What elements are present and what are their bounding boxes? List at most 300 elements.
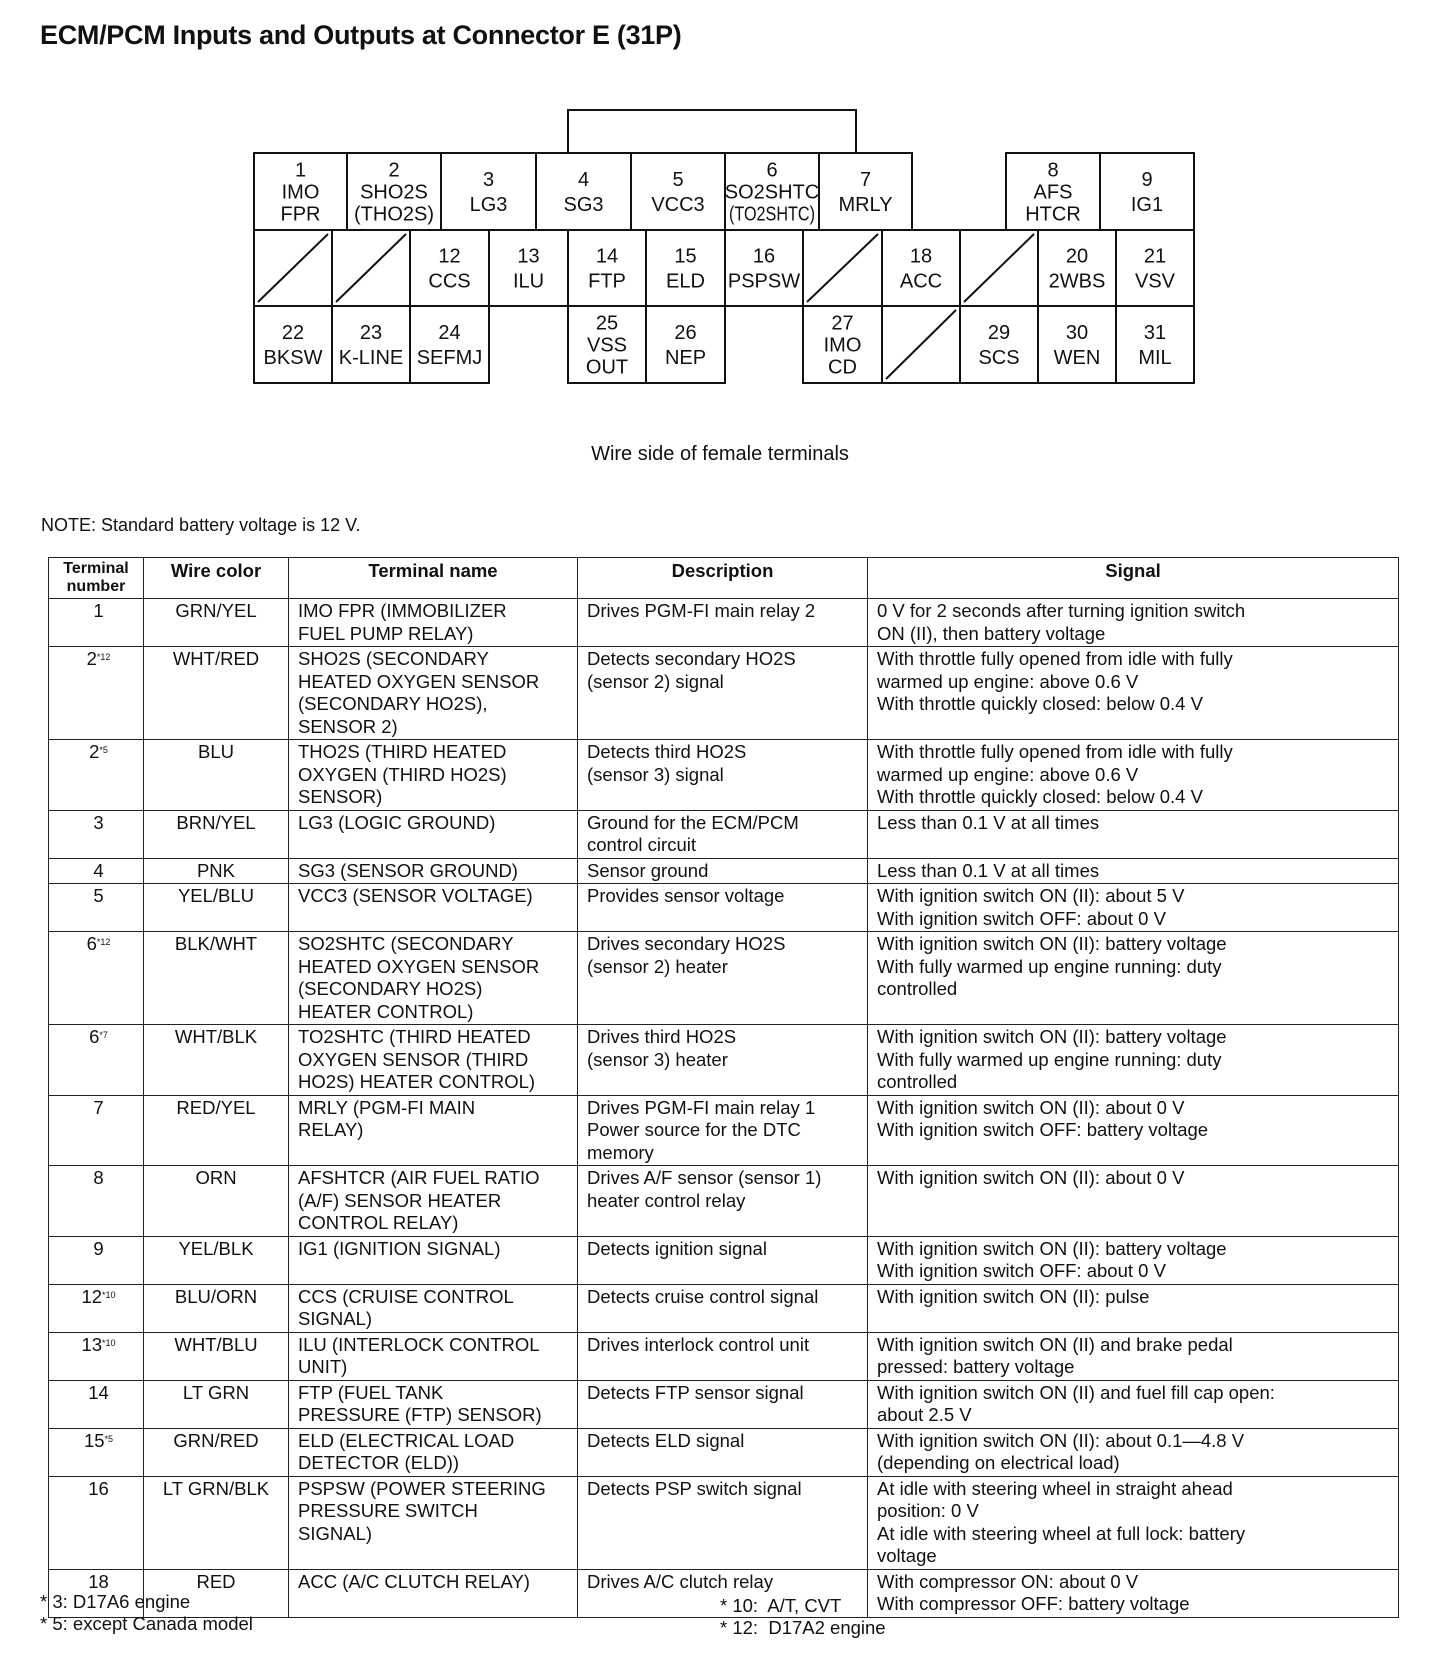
signal-line: With fully warmed up engine running: duty: [877, 1048, 1222, 1070]
connector-cell-label: VSS: [586, 334, 628, 357]
connector-cell-14: [568, 230, 646, 306]
terminal-name-line: OXYGEN (THIRD HO2S): [298, 763, 507, 785]
table-row: [49, 858, 1399, 884]
footnote-ref: *10: [102, 1337, 116, 1348]
wire-color: WHT/BLK: [144, 1025, 289, 1096]
terminal-name: [289, 647, 578, 740]
connector-cell-number: 25: [595, 312, 619, 335]
signal: [868, 932, 1399, 1025]
terminal-name: [289, 1428, 578, 1476]
connector-cell-26: [646, 306, 725, 383]
terminal-name-line: SHO2S (SECONDARY: [298, 648, 489, 669]
description-line: Drives interlock control unit: [587, 1333, 810, 1355]
terminal-name-line: DETECTOR (ELD)): [298, 1452, 460, 1473]
header-terminal-number: Terminal number: [49, 558, 144, 599]
terminal-name-line: (SECONDARY HO2S): [298, 978, 483, 999]
signal: [868, 1095, 1399, 1166]
table-row: [49, 810, 1399, 858]
connector-cell-number: 13: [517, 245, 540, 268]
connector-cell-label: AFS: [1033, 181, 1073, 204]
wire-color: RED: [144, 1569, 289, 1617]
signal-line: At idle with steering wheel at full lock: battery: [877, 1522, 1246, 1544]
description-line: Drives A/F sensor (sensor 1): [587, 1167, 822, 1188]
signal: [868, 1025, 1399, 1096]
connector-cell-label: SEFMJ: [416, 347, 483, 369]
description: [578, 740, 868, 811]
connector-cell-label: LG3: [469, 194, 508, 216]
description-line: Drives A/C clutch relay: [587, 1570, 774, 1592]
terminal-name: [289, 932, 578, 1025]
table-row: [49, 740, 1399, 811]
footnotes-left: [40, 1591, 253, 1635]
connector-cell-13: [489, 230, 568, 306]
footnote-ref: *10: [102, 1289, 116, 1300]
signal-line: Less than 0.1 V at all times: [877, 811, 1100, 833]
connector-cell-number: 31: [1143, 322, 1167, 344]
signal-line: With ignition switch OFF: about 0 V: [877, 907, 1166, 929]
signal-line: With ignition switch ON (II): about 5 V: [877, 885, 1185, 906]
terminal-table: [48, 557, 1399, 1618]
terminal-name: [289, 1380, 578, 1428]
connector-cell-label: CCS: [428, 270, 471, 293]
connector-cell-label: VCC3: [651, 194, 705, 216]
connector-cell-label: FTP: [588, 270, 626, 293]
wire-color: GRN/YEL: [144, 599, 289, 647]
terminal-name-line: IG1 (IGNITION SIGNAL): [298, 1237, 501, 1259]
connector-cell-29: [960, 306, 1038, 383]
connector-cell-16: [725, 230, 803, 306]
terminal-number: 15$^{*5}$: [49, 1428, 144, 1476]
terminal-name-line: RELAY): [298, 1119, 364, 1140]
signal-line: With throttle fully opened from idle with fully: [877, 741, 1233, 762]
description-line: Detects ignition signal: [587, 1237, 767, 1259]
connector-cell-number: 14: [595, 245, 619, 268]
signal: [868, 1569, 1399, 1617]
wire-color: YEL/BLK: [144, 1236, 289, 1284]
connector-cell-23: [332, 306, 410, 383]
terminal-number: 13$^{*10}$: [49, 1332, 144, 1380]
note-text: NOTE: Standard battery voltage is 12 V.: [41, 515, 361, 535]
signal-line: controlled: [877, 1071, 958, 1092]
terminal-name: [289, 1569, 578, 1617]
connector-cell-number: 26: [674, 322, 697, 344]
page-title: ECM/PCM Inputs and Outputs at Connector E (31P): [40, 20, 682, 50]
description-line: Detects third HO2S: [587, 741, 747, 762]
terminal-name-line: SO2SHTC (SECONDARY: [298, 933, 514, 954]
connector-cell-24: [410, 306, 489, 383]
description-line: Sensor ground: [587, 859, 709, 881]
signal-line: warmed up engine: above 0.6 V: [877, 670, 1139, 692]
connector-cell-number: 18: [909, 245, 933, 268]
connector-blank-slash: [336, 234, 406, 302]
connector-cell-21: [1116, 230, 1194, 306]
terminal-name-line: HEATER CONTROL): [298, 1000, 474, 1022]
signal-line: ON (II), then battery voltage: [877, 622, 1106, 644]
footnotes-right: [720, 1595, 886, 1639]
terminal-name: [289, 1236, 578, 1284]
connector-cell-label: VSV: [1134, 270, 1176, 293]
description-line: Drives PGM-FI main relay 1: [587, 1096, 816, 1118]
terminal-name: [289, 810, 578, 858]
terminal-name: [289, 1025, 578, 1096]
signal: [868, 1380, 1399, 1428]
connector-cell-number: 1: [294, 159, 307, 182]
signal-line: With throttle fully opened from idle with fully: [877, 648, 1233, 669]
connector-cell-label: MIL: [1138, 347, 1172, 369]
connector-cell-number: 8: [1047, 159, 1059, 182]
terminal-number: 18: [49, 1569, 144, 1617]
connector-cell-4: [536, 153, 631, 230]
terminal-number: 1: [49, 599, 144, 647]
terminal-name-line: ACC (A/C CLUTCH RELAY): [298, 1570, 530, 1592]
description-line: memory: [587, 1141, 654, 1163]
connector-cell-label: SCS: [978, 347, 1020, 369]
connector-cell-number: 20: [1065, 245, 1089, 268]
connector-cell-5: [631, 153, 725, 230]
connector-cell-label: OUT: [585, 356, 629, 379]
connector-blank-slash: [807, 234, 878, 302]
terminal-name-line: FTP (FUEL TANK: [298, 1381, 444, 1403]
header-description: Description: [578, 558, 868, 599]
terminal-name-line: SG3 (SENSOR GROUND): [298, 859, 518, 881]
terminal-number: 16: [49, 1476, 144, 1569]
terminal-name-line: TO2SHTC (THIRD HEATED: [298, 1026, 531, 1047]
terminal-name-line: PSPSW (POWER STEERING: [298, 1477, 546, 1499]
connector-cell-number: 6: [766, 159, 778, 182]
connector-cell-label: CD: [828, 356, 857, 379]
connector-cell-number: 12: [438, 245, 461, 268]
signal-line: With ignition switch ON (II): about 0 V: [877, 1096, 1185, 1118]
connector-cell-20: [1038, 230, 1116, 306]
terminal-number: 12$^{*10}$: [49, 1284, 144, 1332]
terminal-name-line: SENSOR): [298, 786, 383, 807]
connector-cell-number: 29: [987, 322, 1011, 344]
connector-blank-slash: [964, 234, 1034, 302]
terminal-name: [289, 740, 578, 811]
signal: [868, 1166, 1399, 1237]
terminal-name: [289, 1332, 578, 1380]
footnote: * 3: D17A6 engine: [40, 1591, 191, 1612]
terminal-name-line: SIGNAL): [298, 1308, 373, 1329]
signal-line: With ignition switch ON (II) and brake pedal: [877, 1333, 1233, 1355]
connector-cell-label: IG1: [1130, 194, 1164, 216]
header-signal: Signal: [868, 558, 1399, 599]
terminal-name-line: VCC3 (SENSOR VOLTAGE): [298, 885, 533, 906]
wire-color: YEL/BLU: [144, 884, 289, 932]
terminal-name-line: UNIT): [298, 1356, 348, 1377]
signal: [868, 740, 1399, 811]
terminal-name-line: OXYGEN SENSOR (THIRD: [298, 1048, 529, 1070]
connector-cell-30: [1038, 306, 1116, 383]
footnote-ref: *7: [99, 1030, 108, 1040]
description-line: (sensor 3) signal: [587, 763, 724, 785]
terminal-name: [289, 1284, 578, 1332]
signal-line: voltage: [877, 1545, 937, 1566]
connector-cell-number: 2: [388, 159, 400, 182]
connector-cell-label: WEN: [1053, 347, 1101, 369]
signal-line: controlled: [877, 978, 958, 999]
terminal-name-line: AFSHTCR (AIR FUEL RATIO: [298, 1167, 540, 1188]
description-line: (sensor 2) heater: [587, 955, 728, 977]
terminal-name-line: HO2S) HEATER CONTROL): [298, 1071, 536, 1092]
footnote: * 5: except Canada model: [40, 1613, 253, 1634]
signal: [868, 647, 1399, 740]
description-line: Detects ELD signal: [587, 1429, 745, 1451]
signal-line: With ignition switch ON (II) and fuel fill cap open:: [877, 1381, 1275, 1403]
connector-cell-number: 4: [577, 169, 590, 191]
table-row: [49, 1428, 1399, 1476]
terminal-name-line: PRESSURE (FTP) SENSOR): [298, 1404, 542, 1425]
connector-cell-label: SO2SHTC: [724, 181, 820, 204]
footnote-ref: *12: [96, 652, 111, 662]
terminal-name-line: MRLY (PGM-FI MAIN: [298, 1096, 476, 1118]
connector-cell-number: 7: [859, 169, 872, 191]
connector-cell-label: NEP: [664, 347, 707, 369]
signal-line: With throttle quickly closed: below 0.4 V: [877, 786, 1203, 807]
signal-line: position: 0 V: [877, 1500, 979, 1521]
description-line: Detects FTP sensor signal: [587, 1381, 804, 1403]
terminal-name-line: SENSOR 2): [298, 715, 398, 737]
terminal-name: [289, 1166, 578, 1237]
table-row: [49, 1236, 1399, 1284]
terminal-number: 4: [49, 858, 144, 884]
description: [578, 810, 868, 858]
header-wire-color: Wire color: [144, 558, 289, 599]
signal-line: At idle with steering wheel in straight ahead: [877, 1477, 1233, 1499]
connector-cell-label: SHO2S: [360, 181, 428, 204]
terminal-name-line: THO2S (THIRD HEATED: [298, 741, 507, 762]
description-line: Drives secondary HO2S: [587, 933, 786, 954]
description-line: Drives PGM-FI main relay 2: [587, 600, 816, 621]
description-line: (sensor 3) heater: [587, 1048, 728, 1070]
signal-line: With ignition switch OFF: about 0 V: [877, 1260, 1166, 1281]
wire-color: LT GRN/BLK: [144, 1476, 289, 1569]
connector-cell-18: [882, 230, 960, 306]
connector-caption: Wire side of female terminals: [591, 443, 849, 465]
connector-cell-number: 27: [831, 312, 854, 335]
signal-line: 0 V for 2 seconds after turning ignition switch: [877, 600, 1246, 621]
terminal-name-line: HEATED OXYGEN SENSOR: [298, 670, 540, 692]
signal-line: With throttle quickly closed: below 0.4 V: [877, 693, 1203, 714]
terminal-number: 3: [49, 810, 144, 858]
description-line: Power source for the DTC: [587, 1119, 801, 1140]
signal-line: With ignition switch ON (II): about 0 V: [877, 1167, 1185, 1188]
connector-cell-number: 24: [438, 322, 461, 344]
connector-cell-number: 16: [752, 245, 776, 268]
connector-blank-slash: [258, 234, 328, 302]
description: [578, 599, 868, 647]
description: [578, 932, 868, 1025]
wire-color: GRN/RED: [144, 1428, 289, 1476]
connector-cell-label: ILU: [512, 270, 545, 293]
signal: [868, 1236, 1399, 1284]
signal-line: With ignition switch ON (II): battery voltage: [877, 1237, 1227, 1259]
connector-cell-22: [254, 306, 332, 383]
terminal-name-line: ELD (ELECTRICAL LOAD: [298, 1429, 515, 1451]
description-line: (sensor 2) signal: [587, 670, 724, 692]
terminal-number: 2$^{*12}$: [49, 647, 144, 740]
connector-cell-label: BKSW: [263, 347, 323, 369]
footnote-ref: *5: [99, 745, 108, 755]
table-row: [49, 1332, 1399, 1380]
description: [578, 1025, 868, 1096]
connector-cell-label: K-LINE: [338, 347, 404, 369]
description-line: Ground for the ECM/PCM: [587, 811, 799, 833]
signal: [868, 858, 1399, 884]
terminal-name: [289, 599, 578, 647]
connector-blank-slash: [886, 310, 956, 379]
signal-line: (depending on electrical load): [877, 1452, 1120, 1473]
signal-line: With fully warmed up engine running: duty: [877, 955, 1222, 977]
table-header-row: [49, 558, 1399, 599]
connector-cell-label: HTCR: [1025, 203, 1081, 226]
description-line: Detects PSP switch signal: [587, 1477, 802, 1499]
description: [578, 1284, 868, 1332]
terminal-name-line: (SECONDARY HO2S),: [298, 693, 488, 714]
terminal-name-line: CCS (CRUISE CONTROL: [298, 1285, 514, 1307]
signal-line: With ignition switch OFF: battery voltage: [877, 1119, 1209, 1140]
connector-cell-label: IMO: [823, 334, 862, 357]
footnote: * 12: D17A2 engine: [720, 1617, 886, 1638]
connector-diagram: [0, 0, 1440, 410]
wire-color: LT GRN: [144, 1380, 289, 1428]
connector-cell-number: 3: [482, 169, 495, 191]
signal-line: warmed up engine: above 0.6 V: [877, 763, 1139, 785]
connector-cell-label: FPR: [280, 203, 321, 226]
connector-cell-label: 2WBS: [1048, 270, 1106, 293]
terminal-name: [289, 1476, 578, 1569]
signal-line: With compressor OFF: battery voltage: [877, 1593, 1190, 1614]
connector-cell-number: 21: [1143, 245, 1167, 268]
description: [578, 1428, 868, 1476]
signal-line: With compressor ON: about 0 V: [877, 1570, 1139, 1592]
footnote-ref: *12: [96, 937, 111, 947]
terminal-number: 5: [49, 884, 144, 932]
table-row: [49, 1380, 1399, 1428]
description-line: Drives third HO2S: [587, 1026, 737, 1047]
wire-color: PNK: [144, 858, 289, 884]
terminal-number: 14: [49, 1380, 144, 1428]
signal: [868, 884, 1399, 932]
signal: [868, 810, 1399, 858]
table-row: [49, 1166, 1399, 1237]
signal: [868, 1428, 1399, 1476]
description: [578, 1236, 868, 1284]
terminal-number: 7: [49, 1095, 144, 1166]
wire-color: BLU/ORN: [144, 1284, 289, 1332]
footnote-ref: *5: [104, 1433, 114, 1444]
description: [578, 1476, 868, 1569]
table-row: [49, 1284, 1399, 1332]
connector-cell-label: IMO: [281, 181, 320, 204]
connector-cell-number: 23: [359, 322, 383, 344]
connector-cell-3: [441, 153, 536, 230]
connector-cell-number: 30: [1065, 322, 1089, 344]
terminal-number: 6$^{*12}$: [49, 932, 144, 1025]
wire-color: WHT/RED: [144, 647, 289, 740]
table-row: [49, 932, 1399, 1025]
description: [578, 1380, 868, 1428]
table-row: [49, 1476, 1399, 1569]
description-line: Detects secondary HO2S: [587, 648, 796, 669]
connector-cell-label: (TO2SHTC): [729, 203, 815, 226]
signal-line: With ignition switch ON (II): about 0.1—4.8 V: [877, 1429, 1245, 1451]
connector-cell-label: ELD: [666, 270, 705, 293]
footnote: * 10: A/T, CVT: [720, 1595, 842, 1616]
connector-cell-number: 9: [1141, 169, 1153, 191]
table-row: [49, 884, 1399, 932]
signal-line: With ignition switch ON (II): pulse: [877, 1285, 1150, 1307]
terminal-name: [289, 884, 578, 932]
wire-color: BRN/YEL: [144, 810, 289, 858]
connector-lock-tab: [568, 110, 856, 153]
terminal-number: 9: [49, 1236, 144, 1284]
signal-line: With ignition switch ON (II): battery voltage: [877, 1026, 1227, 1047]
description: [578, 1332, 868, 1380]
description: [578, 1095, 868, 1166]
terminal-name: [289, 858, 578, 884]
table-row: [49, 1095, 1399, 1166]
signal-line: Less than 0.1 V at all times: [877, 859, 1100, 881]
terminal-name-line: SIGNAL): [298, 1522, 373, 1544]
description: [578, 884, 868, 932]
wire-color: BLU: [144, 740, 289, 811]
signal-line: about 2.5 V: [877, 1404, 972, 1425]
signal: [868, 1332, 1399, 1380]
description-line: Provides sensor voltage: [587, 885, 785, 906]
wire-color: RED/YEL: [144, 1095, 289, 1166]
connector-cell-12: [410, 230, 489, 306]
signal: [868, 599, 1399, 647]
wire-color: ORN: [144, 1166, 289, 1237]
wire-color: BLK/WHT: [144, 932, 289, 1025]
terminal-name-line: FUEL PUMP RELAY): [298, 622, 474, 644]
terminal-name-line: PRESSURE SWITCH: [298, 1500, 478, 1521]
signal: [868, 1476, 1399, 1569]
terminal-name-line: ILU (INTERLOCK CONTROL: [298, 1333, 540, 1355]
description-line: heater control relay: [587, 1189, 746, 1211]
terminal-name-line: HEATED OXYGEN SENSOR: [298, 955, 540, 977]
connector-cell-number: 15: [674, 245, 697, 268]
terminal-number: 8: [49, 1166, 144, 1237]
connector-cell-number: 5: [672, 169, 684, 191]
connector-cell-label: (THO2S): [354, 203, 434, 226]
description-line: Detects cruise control signal: [587, 1285, 819, 1307]
terminal-number: 6$^{*7}$: [49, 1025, 144, 1096]
connector-cell-label: MRLY: [838, 194, 893, 216]
connector-cell-31: [1116, 306, 1194, 383]
connector-cell-9: [1100, 153, 1194, 230]
connector-cell-label: PSPSW: [727, 270, 801, 293]
table-row: [49, 647, 1399, 740]
signal-line: pressed: battery voltage: [877, 1356, 1075, 1377]
connector-cell-7: [819, 153, 912, 230]
terminal-name-line: LG3 (LOGIC GROUND): [298, 811, 496, 833]
signal-line: With ignition switch ON (II): battery voltage: [877, 933, 1227, 954]
connector-cell-label: SG3: [563, 194, 604, 216]
connector-cell-15: [646, 230, 725, 306]
signal: [868, 1284, 1399, 1332]
terminal-name: [289, 1095, 578, 1166]
description: [578, 647, 868, 740]
header-terminal-name: Terminal name: [289, 558, 578, 599]
terminal-name-line: IMO FPR (IMMOBILIZER: [298, 600, 507, 621]
table-row: [49, 1025, 1399, 1096]
description: [578, 858, 868, 884]
terminal-name-line: (A/F) SENSOR HEATER: [298, 1189, 502, 1211]
wire-color: WHT/BLU: [144, 1332, 289, 1380]
description-line: control circuit: [587, 834, 696, 855]
